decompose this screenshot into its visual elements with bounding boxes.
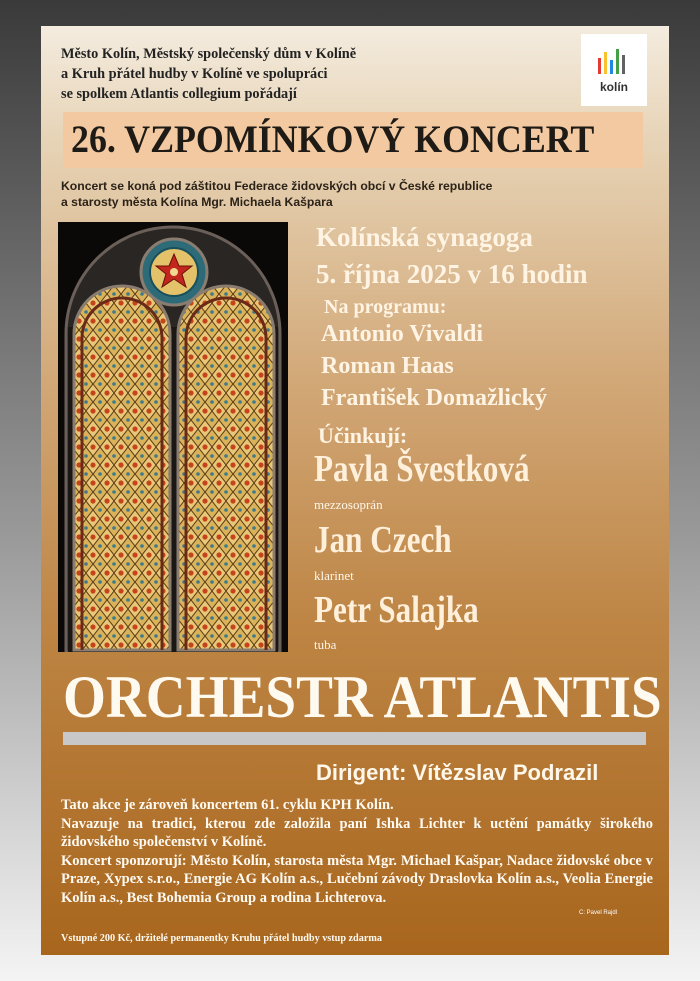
stained-glass-window-image — [58, 222, 288, 652]
info-paragraph: Tato akce je zároveň koncertem 61. cyklu KPH Kolín. — [61, 797, 394, 813]
divider-bar — [63, 732, 646, 745]
orchestra-name: ORCHESTR ATLANTIS — [63, 664, 662, 730]
performer-name: Petr Salajka — [314, 589, 479, 631]
date-time: 5. října 2025 v 16 hodin — [316, 259, 588, 289]
patronage-line: Koncert se koná pod záštitou Federace židovských obcí v České republice — [61, 179, 493, 193]
composer-name: Antonio Vivaldi — [321, 321, 484, 347]
conductor: Dirigent: Vítězslav Podrazil — [316, 760, 599, 785]
performer-name: Pavla Švestková — [314, 448, 530, 490]
logo-bars-icon — [598, 46, 630, 76]
composer-name: František Domažlický — [321, 385, 547, 411]
composer-name: Roman Haas — [321, 353, 454, 379]
concert-title: 26. VZPOMÍNKOVÝ KONCERT — [71, 118, 595, 161]
organizers-line: se spolkem Atlantis collegium pořádají — [61, 86, 297, 102]
kolin-logo — [581, 34, 647, 106]
performer-role: mezzosoprán — [314, 497, 383, 512]
performer-name: Jan Czech — [314, 519, 452, 561]
patronage-text — [61, 178, 661, 210]
performers-heading: Účinkují: — [318, 423, 408, 448]
logo-text: kolín — [599, 80, 628, 94]
organizers-line: Město Kolín, Městský společenský dům v Kolíně — [61, 46, 357, 62]
title-band — [63, 112, 643, 168]
concert-poster — [41, 26, 669, 955]
organizers-line: a Kruh přátel hudby v Kolíně ve spolupráci — [61, 66, 328, 82]
patronage-line: a starosty města Kolína Mgr. Michaela Kašpara — [61, 195, 333, 209]
performer-role: tuba — [314, 637, 337, 652]
info-paragraph: Koncert sponzorují: Město Kolín, starosta města Mgr. Michael Kašpar, Nadace židovské obce v Praze, Xypex s.r.o., Energie AG Kolín a.s., Lučební závody Draslovka Kolín a.s., Veolia Energie Kolín a.s., Best Bohemia Group a rodina Lichterova. — [61, 852, 653, 906]
info-paragraph: Navazuje na tradici, kterou zde založila paní Ishka Lichter k uctění památky širokého židovského společenství v Kolíně. — [61, 815, 653, 851]
organizers-text — [61, 44, 561, 104]
performer-role: klarinet — [314, 568, 354, 583]
admission-text: Vstupné 200 Kč, držitelé permanentky Kruhu přátel hudby vstup zdarma — [61, 933, 382, 944]
photo-credit: C: Pavel Rajdl — [579, 910, 618, 916]
program-heading: Na programu: — [324, 296, 447, 318]
venue: Kolínská synagoga — [316, 222, 533, 252]
info-text — [61, 796, 653, 908]
